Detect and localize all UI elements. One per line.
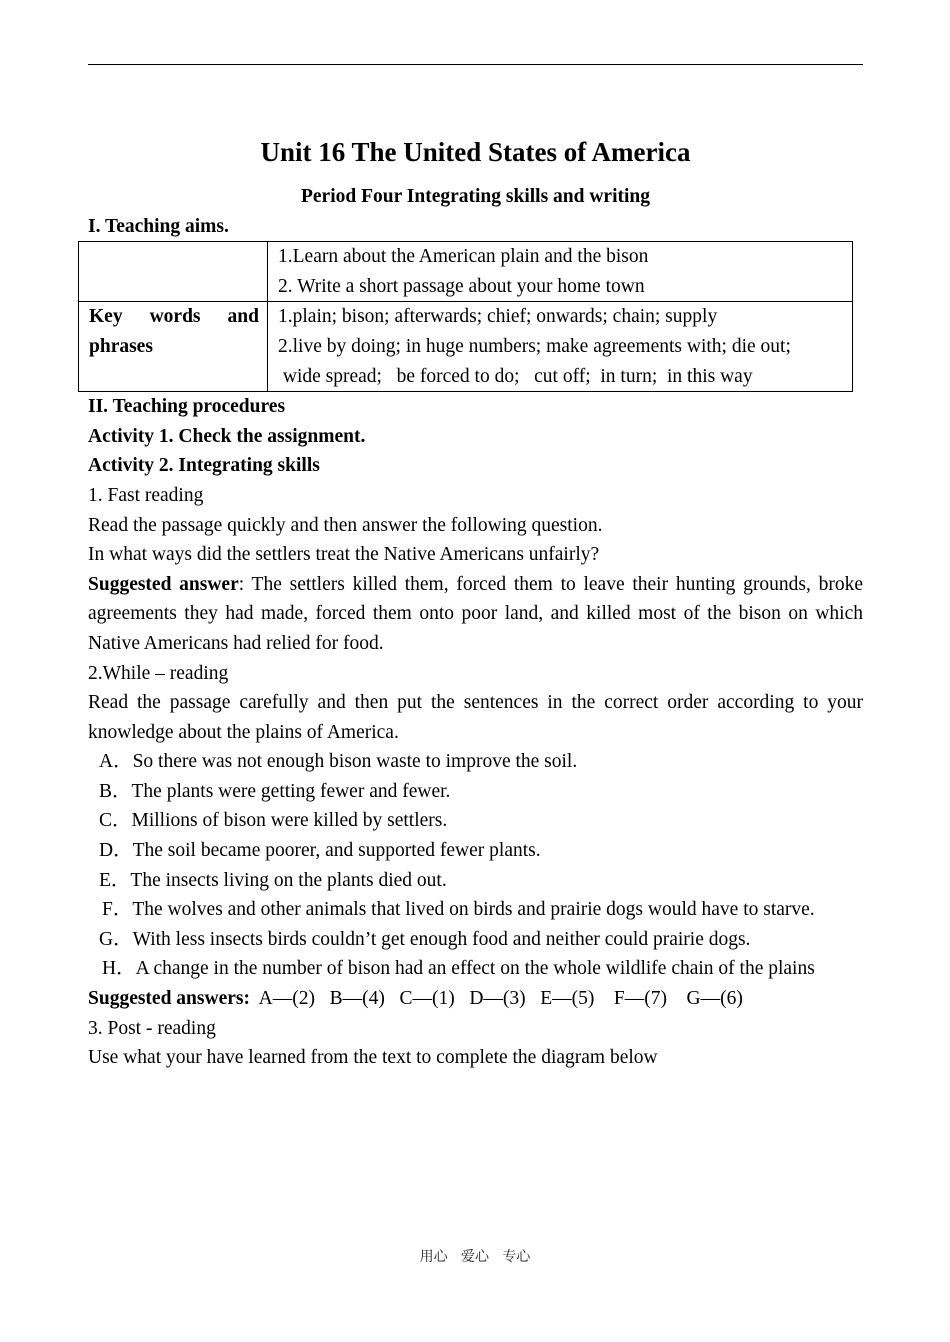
answers-label: Suggested answers:: [88, 988, 250, 1010]
answers-text: A—(2) B—(4) C—(1) D—(3) E—(5) F—(7) G—(6): [249, 988, 743, 1010]
document-body: [88, 132, 863, 1073]
option-g: G．With less insects birds couldn’t get enough food and neither could prairie dogs.: [99, 928, 751, 950]
teaching-aims-heading: I. Teaching aims.: [88, 215, 229, 237]
key-words-line: 2.live by doing; in huge numbers; make agreements with; die out;: [278, 335, 791, 357]
table-cell-label: [79, 242, 268, 302]
fast-reading-answer: [88, 570, 863, 659]
table-cell-content: [268, 302, 853, 392]
option-h: H．A change in the number of bison had an effect on the whole wildlife chain of the plains: [102, 958, 815, 980]
header-rule: [88, 64, 863, 65]
aim-line: 2. Write a short passage about your home town: [278, 275, 645, 297]
teaching-aims-table: [78, 241, 853, 392]
procedures-heading: II. Teaching procedures: [88, 396, 286, 418]
answer-text: : The settlers killed them, forced them to leave their hunting grounds, broke agreements they had made, forced them onto poor land, and killed most of the bison on which Native Americans had relied for food.: [88, 573, 863, 654]
key-words-line: 1.plain; bison; afterwards; chief; onwards; chain; supply: [278, 306, 718, 328]
post-reading-instruction: Use what your have learned from the text to complete the diagram below: [88, 1047, 658, 1069]
fast-reading-heading: 1. Fast reading: [88, 484, 204, 506]
fast-reading-question: In what ways did the settlers treat the Native Americans unfairly?: [88, 544, 600, 566]
option-f: F．The wolves and other animals that lived on birds and prairie dogs would have to starve.: [102, 899, 815, 921]
activity-2-heading: Activity 2. Integrating skills: [88, 455, 320, 477]
page-title: Unit 16 The United States of America: [260, 137, 691, 167]
table-cell-content: [268, 242, 853, 302]
activity-1-heading: Activity 1. Check the assignment.: [88, 425, 366, 447]
answer-label: Suggested answer: [88, 573, 239, 595]
table-row: [79, 242, 853, 302]
option-e: E．The insects living on the plants died out.: [99, 869, 447, 891]
page-footer: 用心 爱心 专心: [419, 1249, 531, 1265]
while-reading-instruction: Read the passage carefully and then put the sentences in the correct order according to your knowledge about the plains of America.: [88, 692, 863, 743]
suggested-answers: [88, 984, 863, 1014]
key-words-label: Key words and phrases: [89, 306, 259, 357]
post-reading-heading: 3. Post - reading: [88, 1017, 216, 1039]
table-row: [79, 302, 853, 392]
option-b: B．The plants were getting fewer and fewer.: [99, 780, 451, 802]
aim-line: 1.Learn about the American plain and the bison: [278, 246, 649, 268]
table-cell-label: [79, 302, 268, 392]
option-d: D．The soil became poorer, and supported fewer plants.: [99, 840, 541, 862]
page-subtitle: Period Four Integrating skills and writing: [300, 186, 651, 207]
while-reading-heading: 2.While – reading: [88, 662, 229, 684]
fast-reading-instruction: Read the passage quickly and then answer the following question.: [88, 514, 603, 536]
key-words-line: wide spread; be forced to do; cut off; in turn; in this way: [278, 365, 753, 387]
option-a: A．So there was not enough bison waste to improve the soil.: [99, 751, 578, 773]
option-c: C．Millions of bison were killed by settlers.: [99, 810, 448, 832]
